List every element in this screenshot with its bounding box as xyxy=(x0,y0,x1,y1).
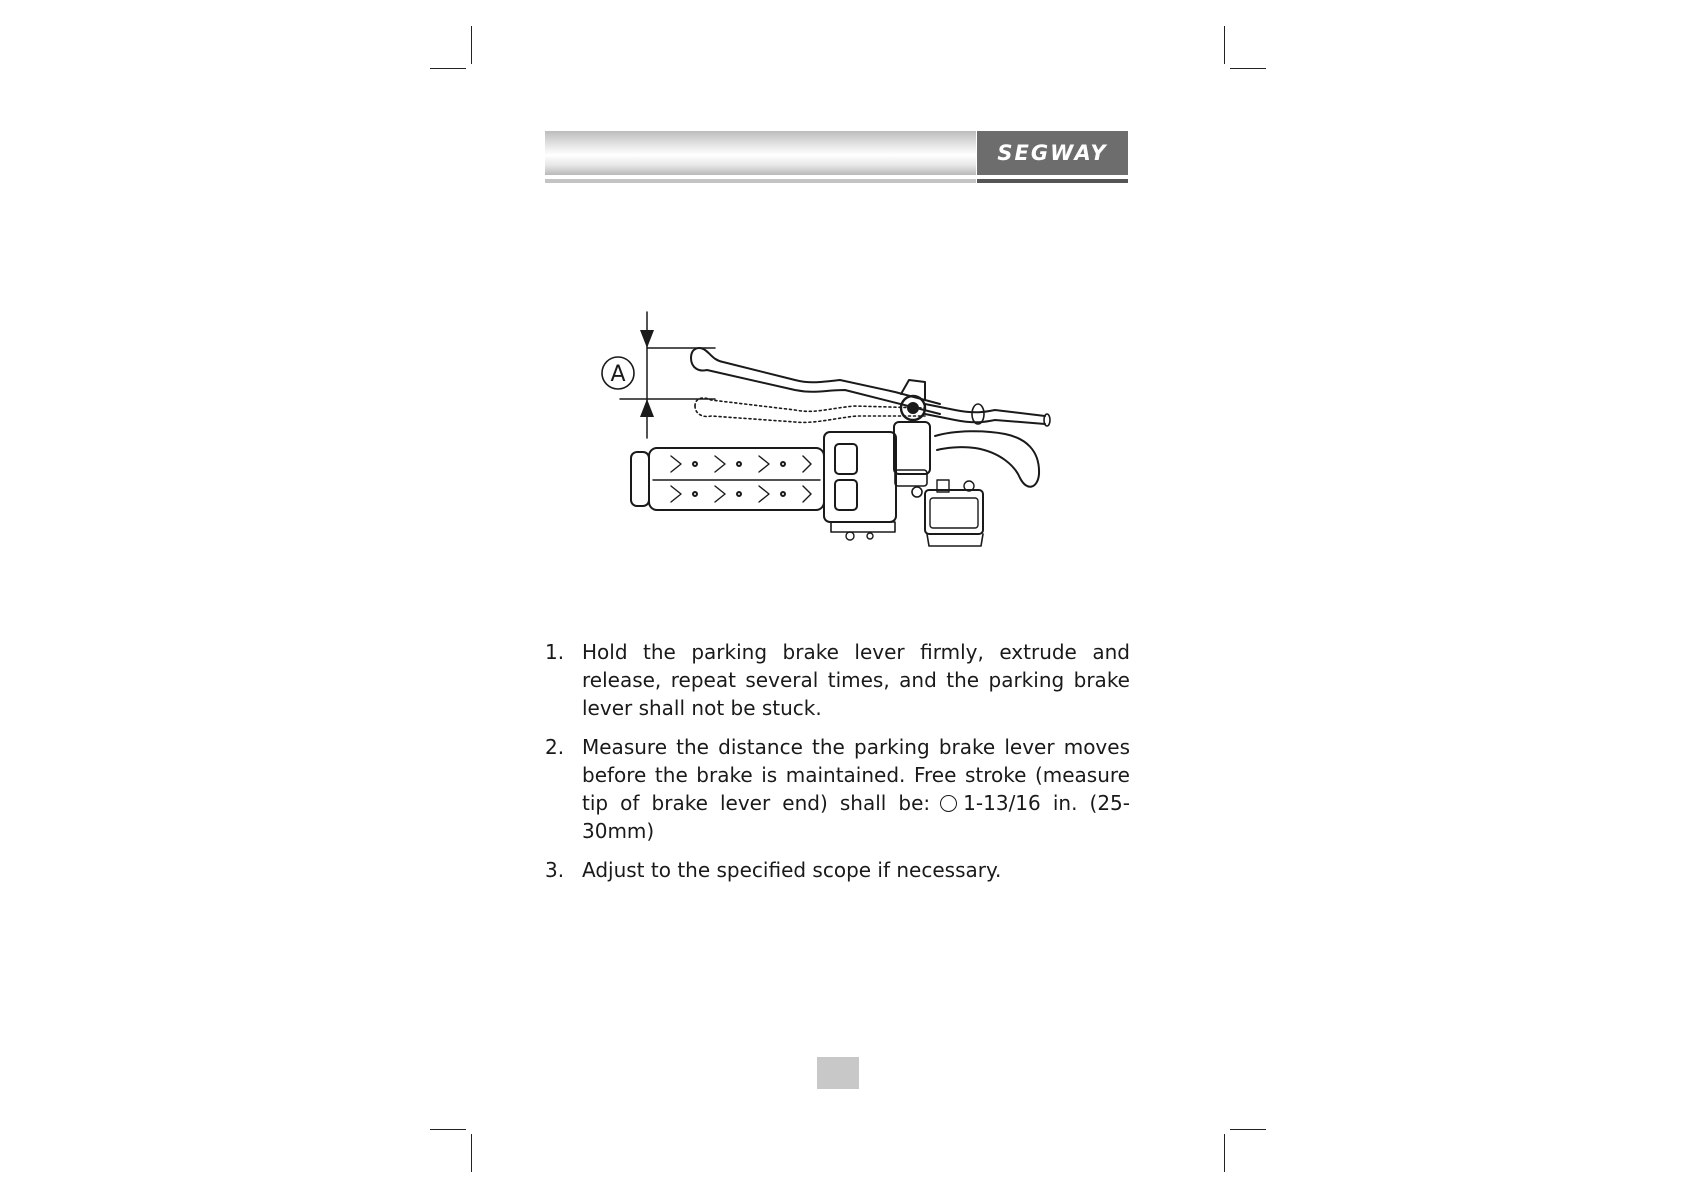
crop-mark xyxy=(430,1129,466,1130)
instruction-steps xyxy=(545,638,1130,895)
step-number: 2. xyxy=(545,735,565,759)
callout-label-a: A xyxy=(610,362,626,387)
spec-value: 1-13/16 in. (25-30mm) xyxy=(582,791,1130,843)
crop-mark xyxy=(471,1134,472,1172)
page-number-tab xyxy=(817,1057,859,1089)
step-number: 1. xyxy=(545,640,565,664)
crop-mark xyxy=(1224,1134,1225,1172)
brand-logo-text: SEGWAY xyxy=(997,141,1108,165)
crop-mark xyxy=(1230,1129,1266,1130)
crop-mark xyxy=(1224,26,1225,64)
spec-circle-icon xyxy=(940,795,957,812)
step-number: 3. xyxy=(545,858,565,882)
step-item xyxy=(545,638,1130,722)
crop-mark xyxy=(1230,68,1266,69)
step-item xyxy=(545,733,1130,845)
crop-mark xyxy=(430,68,466,69)
step-text: Adjust to the specified scope if necessary. xyxy=(582,858,1002,882)
header-rule xyxy=(545,179,976,183)
brand-logo-box xyxy=(977,131,1128,175)
crop-mark xyxy=(471,26,472,64)
header-band xyxy=(545,131,976,175)
step-text: Measure the distance the parking brake lever moves before the brake is maintained. Free stroke (measure tip of brake lever end) shall be: xyxy=(582,735,1130,815)
step-text: Hold the parking brake lever firmly, extrude and release, repeat several times, and the parking brake lever shall not be stuck. xyxy=(582,640,1130,720)
step-item xyxy=(545,856,1130,884)
brand-rule xyxy=(977,179,1128,183)
brake-lever-illustration xyxy=(595,310,1095,550)
